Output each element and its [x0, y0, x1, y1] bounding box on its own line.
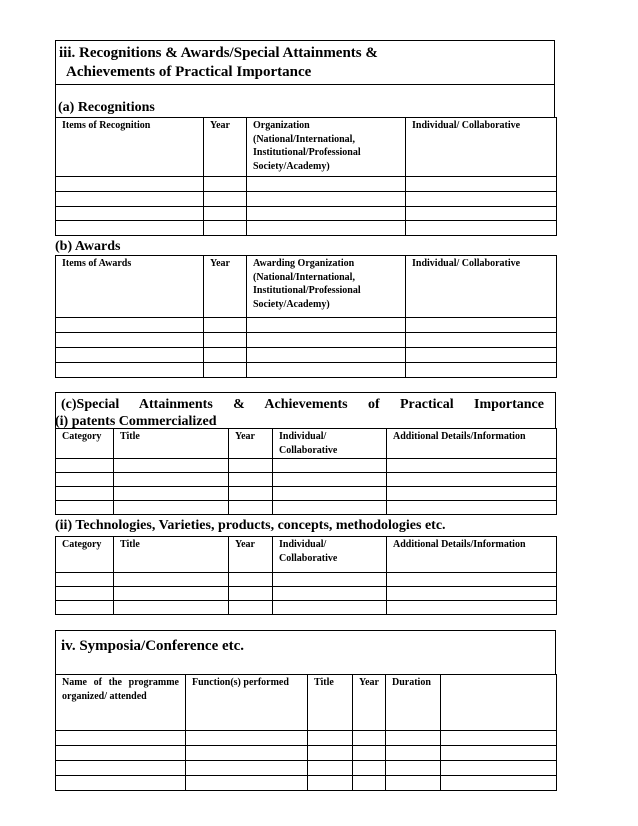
- table-cell[interactable]: [406, 348, 557, 363]
- section-iv-title: iv. Symposia/Conference etc.: [61, 638, 245, 654]
- table-cell[interactable]: [406, 177, 557, 192]
- table-cell[interactable]: [353, 731, 386, 746]
- table-row: [56, 318, 557, 333]
- column-header: Items of Awards: [56, 256, 204, 318]
- table-cell[interactable]: [247, 318, 406, 333]
- table-cell[interactable]: [56, 192, 204, 207]
- table-cell[interactable]: [229, 473, 273, 487]
- table-cell[interactable]: [114, 487, 229, 501]
- column-header: Title: [114, 537, 229, 573]
- table-cell[interactable]: [406, 192, 557, 207]
- table-cell[interactable]: [114, 459, 229, 473]
- table-header-row: [56, 118, 557, 177]
- table-cell[interactable]: [441, 731, 557, 746]
- column-header: Organization (National/International, Institutional/Professional Society/Academy): [247, 118, 406, 177]
- table-cell[interactable]: [387, 587, 557, 601]
- column-header: Year: [229, 537, 273, 573]
- table-cell[interactable]: [229, 601, 273, 615]
- table-row: [56, 363, 557, 378]
- table-row: [56, 746, 557, 761]
- awards-heading: (b) Awards: [55, 239, 121, 254]
- table-cell[interactable]: [247, 363, 406, 378]
- table-cell[interactable]: [353, 761, 386, 776]
- table-cell[interactable]: [406, 221, 557, 236]
- table-cell[interactable]: [56, 731, 186, 746]
- column-header: Awarding Organization (National/International, Institutional/Professional Society/Academy): [247, 256, 406, 318]
- table-cell[interactable]: [406, 333, 557, 348]
- table-row: [56, 776, 557, 791]
- table-cell[interactable]: [229, 459, 273, 473]
- table-cell[interactable]: [308, 761, 353, 776]
- table-cell[interactable]: [56, 318, 204, 333]
- table-cell[interactable]: [247, 207, 406, 221]
- table-cell[interactable]: [186, 761, 308, 776]
- table-cell[interactable]: [204, 207, 247, 221]
- table-cell[interactable]: [247, 333, 406, 348]
- table-cell[interactable]: [56, 487, 114, 501]
- table-cell[interactable]: [56, 363, 204, 378]
- table-cell[interactable]: [114, 501, 229, 515]
- table-row: [56, 221, 557, 236]
- table-row: [56, 761, 557, 776]
- table-cell[interactable]: [114, 587, 229, 601]
- table-cell[interactable]: [204, 363, 247, 378]
- table-cell[interactable]: [56, 207, 204, 221]
- patents-heading: (i) patents Commercialized: [55, 414, 217, 429]
- column-header: Year: [204, 118, 247, 177]
- table-row: [56, 473, 557, 487]
- table-row: [56, 177, 557, 192]
- table-header-row: [56, 675, 557, 731]
- column-header: Individual/ Collaborative: [273, 537, 387, 573]
- table-cell[interactable]: [114, 473, 229, 487]
- section-iii-title-line1: iii. Recognitions & Awards/Special Attainments &: [59, 45, 378, 61]
- table-cell[interactable]: [229, 573, 273, 587]
- column-header: Title: [114, 429, 229, 459]
- table-cell[interactable]: [353, 776, 386, 791]
- table-header-row: [56, 429, 557, 459]
- section-iii-divider: [55, 84, 555, 85]
- symposia-table: [55, 674, 557, 791]
- section-iii-title-line2: Achievements of Practical Importance: [66, 64, 312, 80]
- recognitions-table: [55, 117, 557, 236]
- table-cell[interactable]: [273, 487, 387, 501]
- table-row: [56, 192, 557, 207]
- table-row: [56, 731, 557, 746]
- column-header: Category: [56, 537, 114, 573]
- table-cell[interactable]: [247, 177, 406, 192]
- table-cell[interactable]: [56, 501, 114, 515]
- column-header: Additional Details/Information: [387, 429, 557, 459]
- column-header: Year: [204, 256, 247, 318]
- table-row: [56, 573, 557, 587]
- table-cell[interactable]: [273, 473, 387, 487]
- table-cell[interactable]: [56, 573, 114, 587]
- patents-table: [55, 428, 557, 515]
- table-cell[interactable]: [114, 601, 229, 615]
- column-header: Duration: [386, 675, 441, 731]
- technologies-table: [55, 536, 557, 615]
- table-cell[interactable]: [386, 731, 441, 746]
- table-cell[interactable]: [186, 731, 308, 746]
- table-cell[interactable]: [229, 501, 273, 515]
- table-cell[interactable]: [387, 487, 557, 501]
- column-header: Items of Recognition: [56, 118, 204, 177]
- table-cell[interactable]: [308, 746, 353, 761]
- table-cell[interactable]: [441, 746, 557, 761]
- column-header: Category: [56, 429, 114, 459]
- table-cell[interactable]: [273, 587, 387, 601]
- table-row: [56, 487, 557, 501]
- table-header-row: [56, 256, 557, 318]
- column-header: Individual/ Collaborative: [273, 429, 387, 459]
- table-row: [56, 348, 557, 363]
- table-cell[interactable]: [441, 776, 557, 791]
- table-cell[interactable]: [204, 348, 247, 363]
- table-cell[interactable]: [353, 746, 386, 761]
- table-row: [56, 587, 557, 601]
- table-row: [56, 207, 557, 221]
- column-header: Function(s) performed: [186, 675, 308, 731]
- technologies-heading: (ii) Technologies, Varieties, products, concepts, methodologies etc.: [55, 518, 446, 533]
- table-cell[interactable]: [204, 177, 247, 192]
- table-cell[interactable]: [386, 761, 441, 776]
- table-cell[interactable]: [387, 473, 557, 487]
- column-header: Year: [353, 675, 386, 731]
- table-cell: [441, 675, 557, 731]
- table-cell[interactable]: [204, 221, 247, 236]
- table-cell[interactable]: [273, 573, 387, 587]
- table-cell[interactable]: [308, 776, 353, 791]
- table-cell[interactable]: [56, 459, 114, 473]
- table-row: [56, 601, 557, 615]
- table-row: [56, 459, 557, 473]
- table-cell[interactable]: [56, 333, 204, 348]
- table-cell[interactable]: [406, 318, 557, 333]
- table-cell[interactable]: [273, 601, 387, 615]
- table-cell[interactable]: [406, 363, 557, 378]
- awards-table: [55, 255, 557, 378]
- table-cell[interactable]: [229, 487, 273, 501]
- table-cell[interactable]: [186, 776, 308, 791]
- table-cell[interactable]: [387, 601, 557, 615]
- table-cell[interactable]: [273, 459, 387, 473]
- table-cell[interactable]: [204, 333, 247, 348]
- table-cell[interactable]: [56, 473, 114, 487]
- column-header: Individual/ Collaborative: [406, 256, 557, 318]
- table-cell[interactable]: [386, 746, 441, 761]
- table-cell[interactable]: [204, 318, 247, 333]
- table-row: [56, 501, 557, 515]
- table-cell[interactable]: [114, 573, 229, 587]
- table-cell[interactable]: [56, 221, 204, 236]
- table-cell[interactable]: [56, 348, 204, 363]
- column-header: Name of the programme organized/ attended: [56, 675, 186, 731]
- table-cell[interactable]: [386, 776, 441, 791]
- table-row: [56, 333, 557, 348]
- table-cell[interactable]: [406, 207, 557, 221]
- recognitions-heading: (a) Recognitions: [58, 100, 155, 115]
- column-header: Individual/ Collaborative: [406, 118, 557, 177]
- table-cell[interactable]: [308, 731, 353, 746]
- table-cell[interactable]: [56, 587, 114, 601]
- column-header: Year: [229, 429, 273, 459]
- table-cell[interactable]: [247, 192, 406, 207]
- table-cell[interactable]: [387, 459, 557, 473]
- table-cell[interactable]: [387, 501, 557, 515]
- table-cell[interactable]: [56, 601, 114, 615]
- table-cell[interactable]: [204, 192, 247, 207]
- table-cell[interactable]: [387, 573, 557, 587]
- table-header-row: [56, 537, 557, 573]
- table-cell[interactable]: [56, 776, 186, 791]
- table-cell[interactable]: [56, 761, 186, 776]
- column-header: Additional Details/Information: [387, 537, 557, 573]
- table-cell[interactable]: [247, 348, 406, 363]
- table-cell[interactable]: [441, 761, 557, 776]
- table-cell[interactable]: [186, 746, 308, 761]
- table-cell[interactable]: [56, 746, 186, 761]
- column-header: Title: [308, 675, 353, 731]
- special-heading: (c)Special Attainments & Achievements of Practical Importance: [61, 397, 544, 412]
- table-cell[interactable]: [56, 177, 204, 192]
- table-cell[interactable]: [229, 587, 273, 601]
- table-cell[interactable]: [273, 501, 387, 515]
- table-cell[interactable]: [247, 221, 406, 236]
